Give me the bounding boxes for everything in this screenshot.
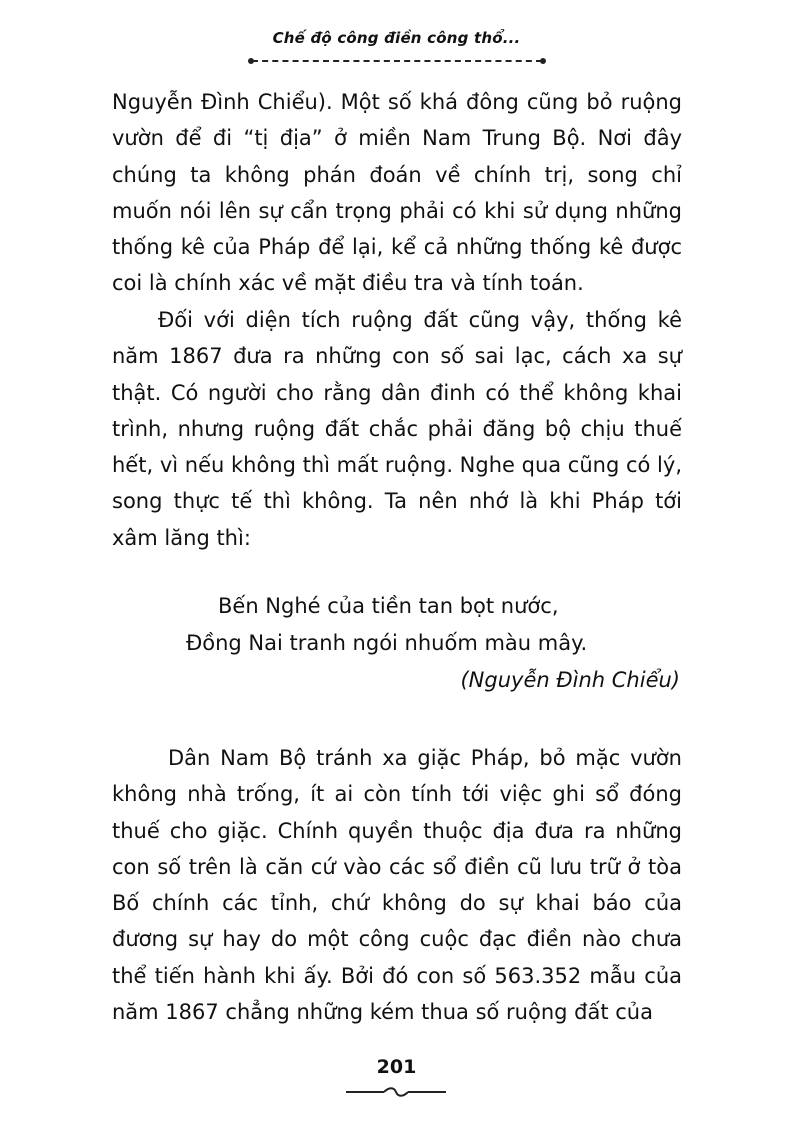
poem-line-2: Đồng Nai tranh ngói nhuốm màu mây. <box>186 631 588 655</box>
footer-ornament-icon <box>344 1087 448 1097</box>
running-header <box>0 28 793 47</box>
paragraph-2: Đối với diện tích ruộng đất cũng vậy, thống kê năm 1867 đưa ra những con số sai lạc, cách xa sự thật. Có người cho rằng dân đinh có thể không khai trình, nhưng ruộng đất chắc phải đăng bộ chịu thuế hết, vì nếu không thì mất ruộng. Nghe qua cũng có lý, song thực tế thì không. Ta nên nhớ là khi Pháp tới xâm lăng thì: <box>112 308 682 550</box>
poem-line-1: Bến Nghé của tiền tan bọt nước, <box>218 594 559 618</box>
paragraph-3: Dân Nam Bộ tránh xa giặc Pháp, bỏ mặc vườn không nhà trống, ít ai còn tính tới việc ghi sổ đóng thuế cho giặc. Chính quyền thuộc địa đưa ra những con số trên là căn cứ vào các sổ điền cũ lưu trữ ở tòa Bố chính các tỉnh, chứ không do sự khai báo của đương sự hay do một công cuộc đạc điền nào chưa thể tiến hành khi ấy. Bởi đó con số 563.352 mẫu của năm 1867 chẳng những kém thua số ruộng đất của <box>112 746 682 1025</box>
poem-author: (Nguyễn Đình Chiểu) <box>460 668 680 692</box>
poem-quote <box>112 588 682 699</box>
page-number: 201 <box>376 1056 417 1078</box>
running-title: Chế độ công điền công thổ... <box>272 29 521 47</box>
header-divider <box>252 60 542 62</box>
paragraph-1: Nguyễn Đình Chiểu). Một số khá đông cũng bỏ ruộng vườn để đi “tị địa” ở miền Nam Trung Bộ. Nơi đây chúng ta không phán đoán về chính trị, song chỉ muốn nói lên sự cẩn trọng phải có khi sử dụng những thống kê của Pháp để lại, kể cả những thống kê được coi là chính xác về mặt điều tra và tính toán. <box>112 90 682 296</box>
